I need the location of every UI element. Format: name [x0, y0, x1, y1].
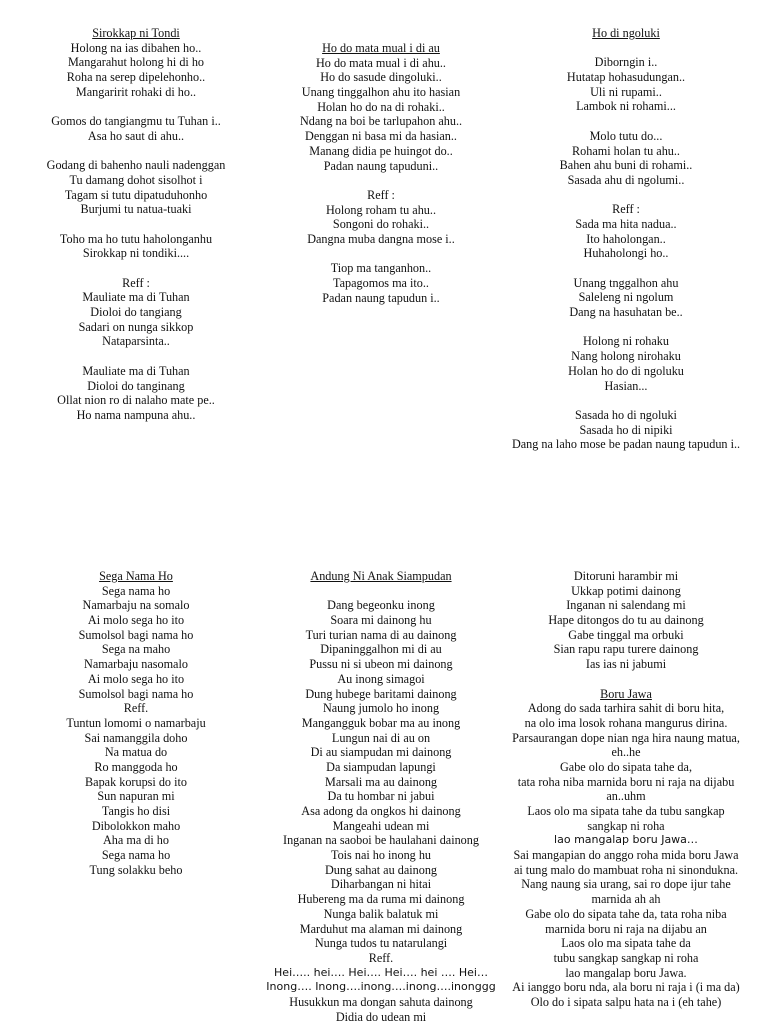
lyric-line: Nang holong nirohaku — [571, 349, 681, 364]
lyric-line: Denggan ni basa mi da hasian.. — [305, 129, 457, 144]
song-title: Sega Nama Ho — [99, 569, 173, 583]
song-lyrics — [500, 569, 752, 672]
lyric-line: Sai mangapian do anggo roha mida boru Jawa — [513, 848, 739, 863]
lyric-line: Tu damang dohot sisolhot i — [69, 172, 203, 187]
song-title: Boru Jawa — [600, 686, 652, 701]
song-mata-mual — [262, 41, 500, 305]
lyric-line: Ditoruni harambir mi — [573, 569, 679, 583]
lyric-line: Soara mi dainong hu — [330, 613, 432, 628]
lyric-line: Ho do sasude dingoluki.. — [320, 70, 442, 85]
stanza-gap — [20, 217, 252, 232]
lyric-line: Dipaninggalhon mi di au — [320, 642, 442, 657]
lyric-line: Dang na hasuhatan be.. — [569, 305, 683, 320]
lyric-line: Laos olo ma sipata tahe da tubu sangkap — [527, 804, 725, 818]
lyric-line: Ollat nion ro di nalaho mate pe.. — [57, 393, 215, 408]
stanza-gap — [20, 349, 252, 364]
song-title: Sirokkap ni Tondi — [92, 26, 180, 40]
lyric-line: Padan naung tapudun i.. — [322, 290, 440, 305]
lyric-line: Tiop ma tanganhon.. — [330, 261, 432, 276]
lyric-line: Ai molo sega ho ito — [87, 613, 185, 628]
lyric-line: sangkap ni roha — [587, 818, 665, 833]
spacer — [500, 672, 752, 687]
lyric-line: Padan naung tapuduni.. — [323, 158, 439, 173]
lyric-line: Mangeahi udean mi — [332, 818, 430, 833]
song-lyrics — [500, 41, 752, 452]
stanza-gap — [262, 173, 500, 188]
song-lyrics — [20, 41, 252, 423]
lyric-line: Rohami holan tu ahu.. — [572, 143, 680, 158]
song-sega — [20, 569, 252, 877]
song-sirokkap — [20, 26, 252, 423]
lyric-line: Nang naung sia urang, sai ro dope ijur tahe — [521, 877, 731, 892]
song-lyrics — [262, 56, 500, 306]
lyric-line: Hasian... — [604, 378, 648, 393]
stanza-gap — [500, 41, 752, 56]
lyric-line: Unang tnggalhon ahu — [573, 275, 679, 290]
lyric-line: Reff : — [367, 187, 395, 202]
lyric-line: Hei….. hei…. Hei…. Hei…. hei …. Hei… — [274, 965, 488, 979]
lyric-line: Sada ma hita nadua.. — [575, 216, 677, 231]
lyric-line: Ai ianggo boru nda, ala boru ni raja i (i ma da) — [512, 980, 740, 995]
lyric-line: Ito haholongan.. — [586, 231, 666, 246]
lyric-line: Naung jumolo ho inong — [322, 701, 440, 716]
lyric-line: Sumolsol bagi nama ho — [78, 686, 194, 701]
lyric-line: Au inong simagoi — [337, 671, 425, 686]
lyric-line: Dibolokkon maho — [91, 818, 181, 833]
lyric-line: Inganan na saoboi be haulahani dainong — [283, 833, 479, 848]
lyric-line: Na matua do — [104, 745, 168, 760]
lyric-line: Ndang na boi be tarlupahon ahu.. — [299, 114, 463, 129]
lyric-line: Hape ditongos do tu au dainong — [548, 613, 704, 628]
lyric-line: an..uhm — [606, 789, 646, 804]
stanza-gap — [500, 188, 752, 203]
lyric-line: Asa ho saut di ahu.. — [87, 128, 185, 143]
lyric-line: Dang begeonku inong — [327, 598, 435, 613]
lyric-line: Inong…. Inong….inong….inong….inonggg — [266, 980, 496, 994]
lyric-line: Saleleng ni ngolum — [578, 290, 674, 305]
lyric-line: Inganan ni salendang mi — [566, 598, 686, 613]
lyric-line: Namarbaju na somalo — [82, 598, 190, 613]
lyric-line: Marduhut ma alaman mi dainong — [299, 921, 463, 936]
lyric-line: Sasada ahu di ngolumi.. — [567, 172, 685, 187]
stanza-gap — [500, 114, 752, 129]
lyric-line: Ukkap potimi dainong — [571, 583, 681, 598]
stanza-gap — [20, 144, 252, 159]
lyric-line: Tois nai ho inong hu — [330, 848, 432, 863]
lyric-line: Marsali ma au dainong — [324, 774, 438, 789]
lyric-line: eh..he — [611, 745, 641, 760]
song-title: Andung Ni Anak Siampudan — [310, 569, 452, 583]
lyric-line: Pussu ni si ubeon mi dainong — [309, 657, 453, 672]
song-ditoruni — [500, 569, 752, 1010]
lyric-line: Tapagomos ma ito.. — [333, 276, 429, 290]
lyric-line: Diborngin i.. — [594, 55, 658, 70]
lyric-line: marnida ah ah — [591, 892, 661, 907]
lyric-line: Sega nama ho — [101, 848, 171, 863]
lyric-line: Molo tutu do... — [589, 128, 663, 143]
song-title: Ho do mata mual i di au — [322, 41, 440, 55]
lyric-line: Holan ho do di ngoluku — [568, 363, 684, 378]
lyric-line: Reff. — [123, 701, 149, 716]
lyric-line: Husukkun ma dongan sahuta dainong — [289, 994, 473, 1009]
lyric-line: Nunga tudos tu natarulangi — [314, 936, 448, 951]
lyric-line: Mangaririt rohaki di ho.. — [75, 84, 197, 99]
lyric-line: Ias ias ni jabumi — [585, 657, 667, 672]
lyric-line: Holan ho do na di rohaki.. — [317, 99, 445, 114]
lyric-line: Mauliate ma di Tuhan — [82, 363, 190, 378]
lyric-line: Godang di bahenho nauli nadenggan — [46, 158, 226, 173]
lyric-line: Reff : — [122, 275, 150, 290]
stanza-gap — [262, 247, 500, 262]
lyric-line: Gabe tinggal ma orbuki — [568, 627, 684, 642]
lyric-line: Holong ni rohaku — [583, 334, 669, 349]
lyric-line: Tangis ho disi — [101, 804, 171, 818]
lyric-line: tata roha niba marnida boru ni raja na dijabu — [517, 774, 735, 789]
stanza-gap — [500, 320, 752, 335]
lyric-line: Unang tinggalhon ahu ito hasian — [301, 85, 461, 100]
lyric-line: Namarbaju nasomalo — [84, 657, 188, 672]
lyric-line: Manang didia pe huingot do.. — [309, 143, 453, 158]
lyric-line: Dang na laho mose be padan naung tapudun i.. — [511, 437, 741, 452]
lyric-line: Huhaholongi ho.. — [583, 246, 669, 261]
lyric-line: Dioloi do tangiang — [90, 305, 182, 320]
lyric-line: Hubereng ma da ruma mi dainong — [297, 892, 465, 907]
lyric-line: Sumolsol bagi nama ho — [78, 627, 194, 642]
lyric-line: Reff. — [368, 950, 394, 965]
lyric-line: Toho ma ho tutu haholonganhu — [59, 231, 213, 246]
lyric-line: Ho nama nampuna ahu.. — [76, 407, 196, 422]
stanza-gap — [500, 261, 752, 276]
lyric-line: marnida boru ni raja na dijabu an — [545, 921, 707, 936]
lyric-line: Didia do udean mi — [335, 1009, 427, 1024]
song-ngoluki — [500, 26, 752, 452]
lyric-line: Gomos do tangiangmu tu Tuhan i.. — [51, 114, 221, 129]
song-lyrics — [262, 584, 500, 1024]
lyric-line: Mangangguk bobar ma au inong — [301, 715, 461, 730]
lyric-line: Nataparsinta.. — [102, 334, 170, 349]
lyric-line: Holong roham tu ahu.. — [325, 202, 436, 217]
lyric-line: tubu sangkap sangkap ni roha — [553, 950, 699, 965]
lyric-line: Laos olo ma sipata tahe da — [561, 936, 691, 951]
stanza-gap — [20, 99, 252, 114]
lyric-line: Turi turian nama di au dainong — [305, 627, 457, 642]
lyric-line: Asa adong da ongkos hi dainong — [301, 804, 461, 818]
song-title: Ho di ngoluki — [592, 26, 660, 40]
lyric-line: Dung sahat au dainong — [324, 862, 438, 877]
lyric-line: Diharbangan ni hitai — [330, 877, 432, 892]
lyric-line: Dangna muba dangna mose i.. — [307, 231, 455, 246]
lyric-line: Roha na serep dipelehonho.. — [66, 70, 206, 85]
lyric-line: Di au siampudan mi dainong — [310, 745, 452, 760]
lyric-line: Dioloi do tanginang — [87, 378, 185, 393]
song-andung — [262, 569, 500, 1024]
lyric-line: Tung solakku beho — [89, 862, 183, 877]
lyric-line: Lungun nai di au on — [331, 730, 431, 745]
lyric-line: Lambok ni rohami... — [576, 99, 676, 114]
lyric-line: Nunga balik balatuk mi — [323, 906, 439, 921]
lyric-line: Sega na maho — [101, 642, 171, 657]
lyric-line: Ai molo sega ho ito — [87, 671, 185, 686]
lyric-line: Bahen ahu buni di rohami.. — [559, 158, 693, 173]
lyric-line: Uli ni rupami.. — [590, 84, 662, 99]
lyric-line: Sun napuran mi — [97, 789, 175, 804]
lyric-line: Reff : — [612, 202, 640, 217]
lyric-line: Hutatap hohasudungan.. — [566, 70, 686, 85]
lyric-line: Gabe olo do sipata tahe da, — [560, 759, 692, 774]
song-lyrics — [500, 701, 752, 1009]
stanza-gap — [500, 393, 752, 408]
lyric-line: Ho do mata mual i di ahu.. — [316, 55, 446, 70]
lyric-line: Bapak korupsi do ito — [85, 774, 187, 789]
lyric-line: Sasada ho di nipiki — [579, 422, 673, 437]
stanza-gap — [20, 261, 252, 276]
lyric-line: Sirokkap ni tondiki.... — [82, 246, 190, 261]
lyric-line: Olo do i sipata salpu hata na i (eh tahe) — [530, 994, 722, 1009]
lyric-line: Mauliate ma di Tuhan — [82, 290, 190, 305]
lyric-line: Adong do sada tarhira sahit di boru hita, — [527, 701, 725, 716]
lyric-line: Tagam si tutu dipatuduhonho — [64, 187, 208, 202]
lyric-line: Ro manggoda ho — [94, 759, 178, 774]
lyric-line: Da tu hombar ni jabui — [327, 789, 435, 804]
lyric-line: Tuntun lomomi o namarbaju — [66, 715, 206, 730]
lyric-line: na olo ima losok rohana mangurus dirina. — [524, 715, 728, 730]
song-lyrics — [20, 584, 252, 878]
lyric-line: Sian rapu rapu turere dainong — [553, 642, 699, 657]
lyric-line: Songoni do rohaki.. — [332, 217, 430, 232]
lyric-line: Sasada ho di ngoluki — [575, 407, 677, 422]
lyric-line: Parsaurangan dope nian nga hira naung matua, — [512, 730, 740, 745]
lyric-line: Dung hubege baritami dainong — [305, 686, 457, 701]
lyric-line: Gabe olo do sipata tahe da, tata roha niba — [525, 906, 727, 921]
lyric-line: lao mangalap boru Jawa… — [554, 833, 698, 847]
lyric-line: lao mangalap boru Jawa. — [565, 965, 687, 980]
lyric-line: Burjumi tu natua-tuaki — [80, 202, 192, 217]
lyric-line: Da siampudan lapungi — [326, 759, 436, 774]
lyric-line: ai tung malo do mambuat roha ni sinondukna. — [513, 862, 739, 877]
lyric-line: Aha ma di ho — [102, 833, 169, 848]
stanza-gap — [262, 584, 500, 599]
lyric-line: Mangarahut holong hi di ho — [67, 55, 205, 70]
lyric-line: Sega nama ho — [101, 583, 171, 598]
lyric-line: Holong na ias dibahen ho.. — [70, 40, 202, 55]
lyric-line: Sadari on nunga sikkop — [78, 319, 194, 334]
lyric-line: Sai namanggila doho — [84, 730, 188, 745]
